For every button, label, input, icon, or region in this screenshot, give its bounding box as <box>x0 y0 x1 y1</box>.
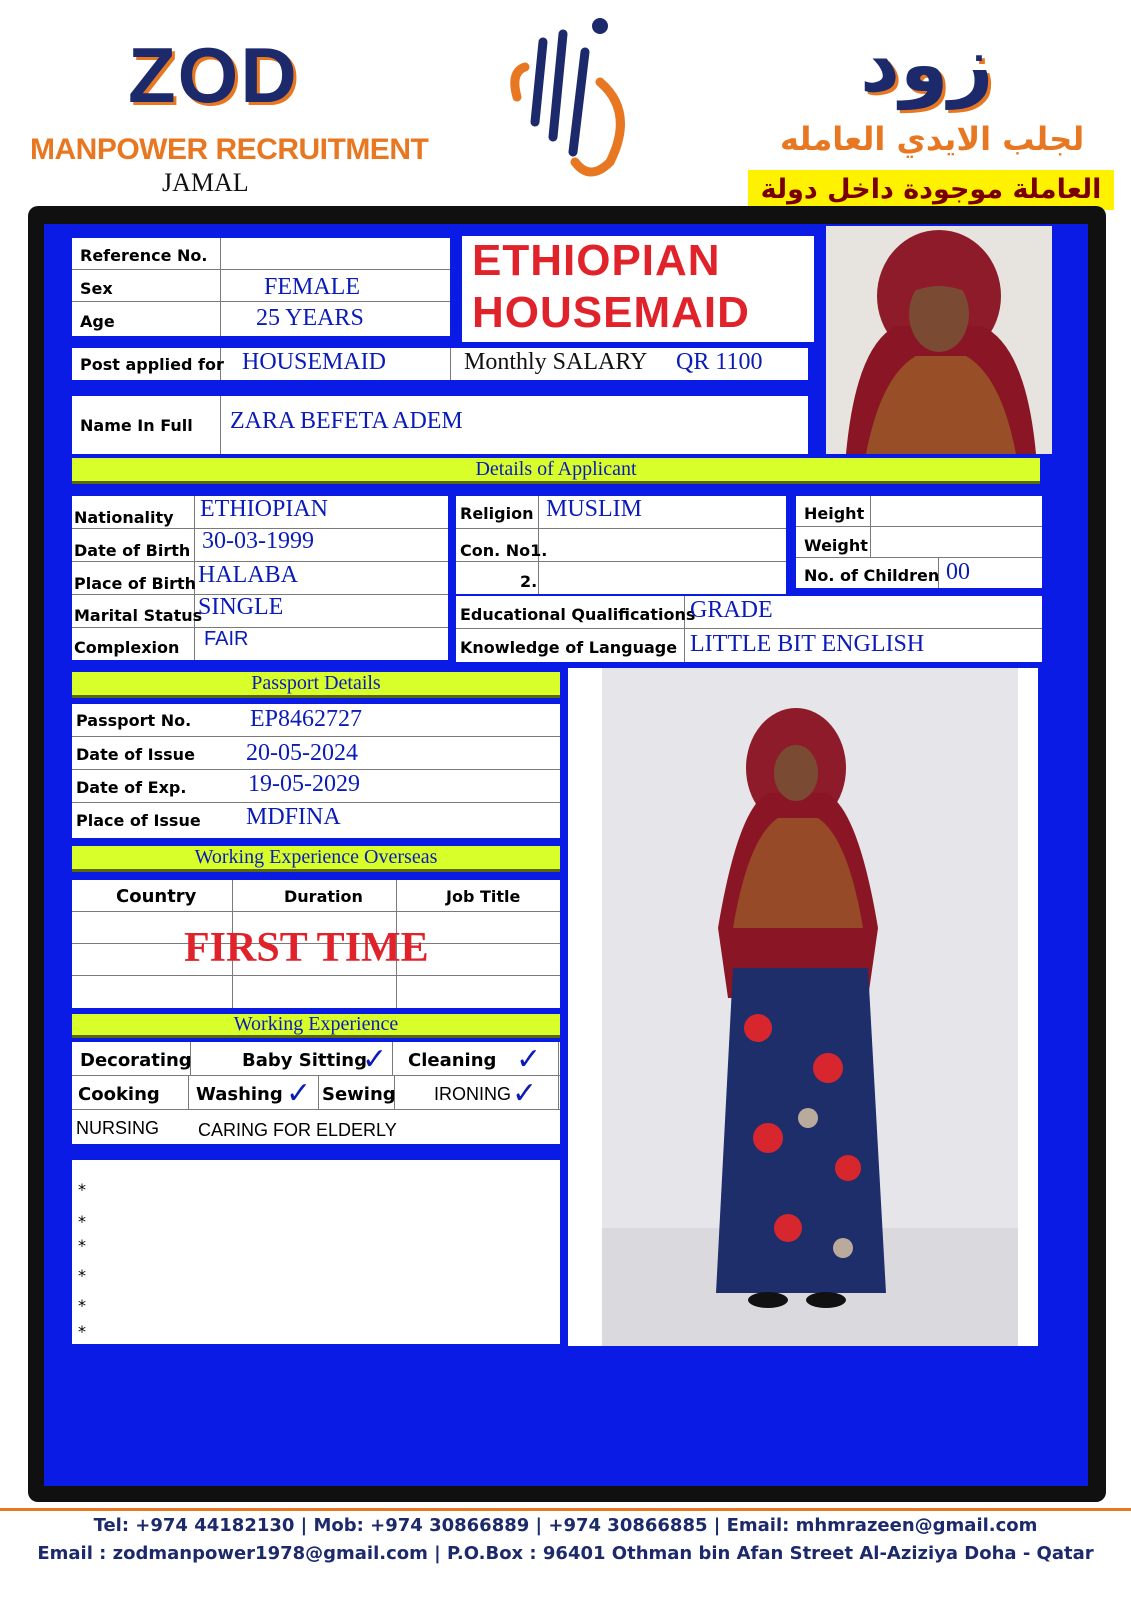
notes-box <box>72 1160 560 1344</box>
salary-label: Monthly SALARY <box>464 349 648 375</box>
name-value: ZARA BEFETA ADEM <box>230 408 463 434</box>
name-row <box>72 396 808 454</box>
footer-divider <box>0 1508 1131 1511</box>
title-nationality: ETHIOPIAN <box>472 236 721 285</box>
details-left <box>72 496 448 660</box>
age-label: Age <box>80 312 115 331</box>
complexion-label: Complexion <box>74 638 180 657</box>
nationality-value: ETHIOPIAN <box>200 496 328 522</box>
dob-label: Date of Birth <box>74 541 191 560</box>
col-job-title: Job Title <box>446 887 521 906</box>
col-duration: Duration <box>284 887 363 906</box>
skill-washing: Washing <box>196 1084 283 1105</box>
marital-label: Marital Status <box>74 606 203 625</box>
arabic-brand: زود <box>860 20 994 110</box>
marital-value: SINGLE <box>198 594 284 620</box>
education-language <box>456 596 1042 662</box>
complexion-value: FAIR <box>204 628 249 650</box>
issue-place-label: Place of Issue <box>76 811 201 830</box>
skill-cleaning: Cleaning <box>408 1050 497 1071</box>
passport-no-label: Passport No. <box>76 711 192 730</box>
issue-date-label: Date of Issue <box>76 745 195 764</box>
issue-date-value: 20-05-2024 <box>246 740 358 766</box>
details-header: Details of Applicant <box>72 458 1040 484</box>
skill-decorating: Decorating <box>80 1050 192 1071</box>
religion-value: MUSLIM <box>546 496 643 522</box>
basic-info-box <box>72 238 450 336</box>
passport-no-value: EP8462727 <box>250 706 363 732</box>
note-bullet: * <box>78 1266 86 1285</box>
overseas-table <box>72 880 560 1008</box>
details-right <box>796 496 1042 588</box>
passport-box <box>72 704 560 838</box>
education-value: GRADE <box>690 597 773 623</box>
pob-label: Place of Birth <box>74 574 197 593</box>
post-row <box>72 348 808 380</box>
title-box <box>462 236 814 342</box>
company-logo-icon <box>505 12 635 182</box>
expiry-date-label: Date of Exp. <box>76 778 187 797</box>
religion-label: Religion <box>460 504 534 523</box>
first-time-note: FIRST TIME <box>184 925 429 971</box>
applicant-full-photo <box>568 668 1038 1346</box>
con1-label: Con. No1. <box>460 541 548 560</box>
skill-ironing: IRONING <box>434 1084 512 1104</box>
sex-label: Sex <box>80 279 113 298</box>
skill-caring-elderly: CARING FOR ELDERLY <box>198 1120 397 1140</box>
con2-label: 2. <box>520 572 538 591</box>
check-baby-sitting-icon: ✓ <box>362 1042 388 1077</box>
language-label: Knowledge of Language <box>460 638 678 657</box>
brand-logo-text: ZOD <box>128 31 299 119</box>
col-country: Country <box>116 886 197 907</box>
issue-place-value: MDFINA <box>246 804 341 830</box>
skill-sewing: Sewing <box>322 1084 396 1105</box>
height-label: Height <box>804 504 865 523</box>
expiry-date-value: 19-05-2029 <box>248 771 360 797</box>
post-value: HOUSEMAID <box>242 349 386 375</box>
check-ironing-icon: ✓ <box>512 1076 538 1111</box>
name-label: Name In Full <box>80 416 193 435</box>
skill-nursing: NURSING <box>76 1118 160 1138</box>
nationality-label: Nationality <box>74 508 174 527</box>
pob-value: HALABA <box>198 562 298 588</box>
brand-name: JAMAL <box>162 168 249 197</box>
passport-header: Passport Details <box>72 672 560 698</box>
footer-contact: Tel: +974 44182130 | Mob: +974 30866889 | +974 30866885 | Email: mhmrazeen@gmail.com <box>93 1515 1038 1536</box>
sex-value: FEMALE <box>264 274 360 300</box>
reference-label: Reference No. <box>80 246 208 265</box>
details-middle <box>456 496 786 594</box>
weight-label: Weight <box>804 536 868 555</box>
age-value: 25 YEARS <box>256 305 364 331</box>
experience-grid <box>72 1042 560 1144</box>
footer-address: Email : zodmanpower1978@gmail.com | P.O.Box : 96401 Othman bin Afan Street Al-Aziziya Doha - Qatar <box>37 1543 1094 1564</box>
salary-value: QR 1100 <box>676 349 763 375</box>
applicant-headshot <box>826 226 1052 454</box>
language-value: LITTLE BIT ENGLISH <box>690 631 925 657</box>
note-bullet: * <box>78 1180 86 1199</box>
check-washing-icon: ✓ <box>286 1076 312 1111</box>
dob-value: 30-03-1999 <box>202 528 314 554</box>
skill-cooking: Cooking <box>78 1084 160 1105</box>
overseas-header: Working Experience Overseas <box>72 846 560 872</box>
note-bullet: * <box>78 1236 86 1255</box>
note-bullet: * <box>78 1296 86 1315</box>
note-bullet: * <box>78 1322 86 1341</box>
children-value: 00 <box>946 559 970 585</box>
arabic-note: العاملة موجودة داخل دولة <box>748 170 1114 210</box>
title-position: HOUSEMAID <box>472 288 750 337</box>
children-label: No. of Children <box>804 566 940 585</box>
brand-subtitle: MANPOWER RECRUITMENT <box>30 133 429 166</box>
education-label: Educational Qualifications <box>460 605 696 624</box>
arabic-subtitle: لجلب الايدي العامله <box>780 120 1085 158</box>
note-bullet: * <box>78 1212 86 1231</box>
post-label: Post applied for <box>80 355 224 374</box>
experience-header: Working Experience <box>72 1014 560 1038</box>
check-cleaning-icon: ✓ <box>516 1042 542 1077</box>
skill-baby-sitting: Baby Sitting <box>242 1050 367 1071</box>
